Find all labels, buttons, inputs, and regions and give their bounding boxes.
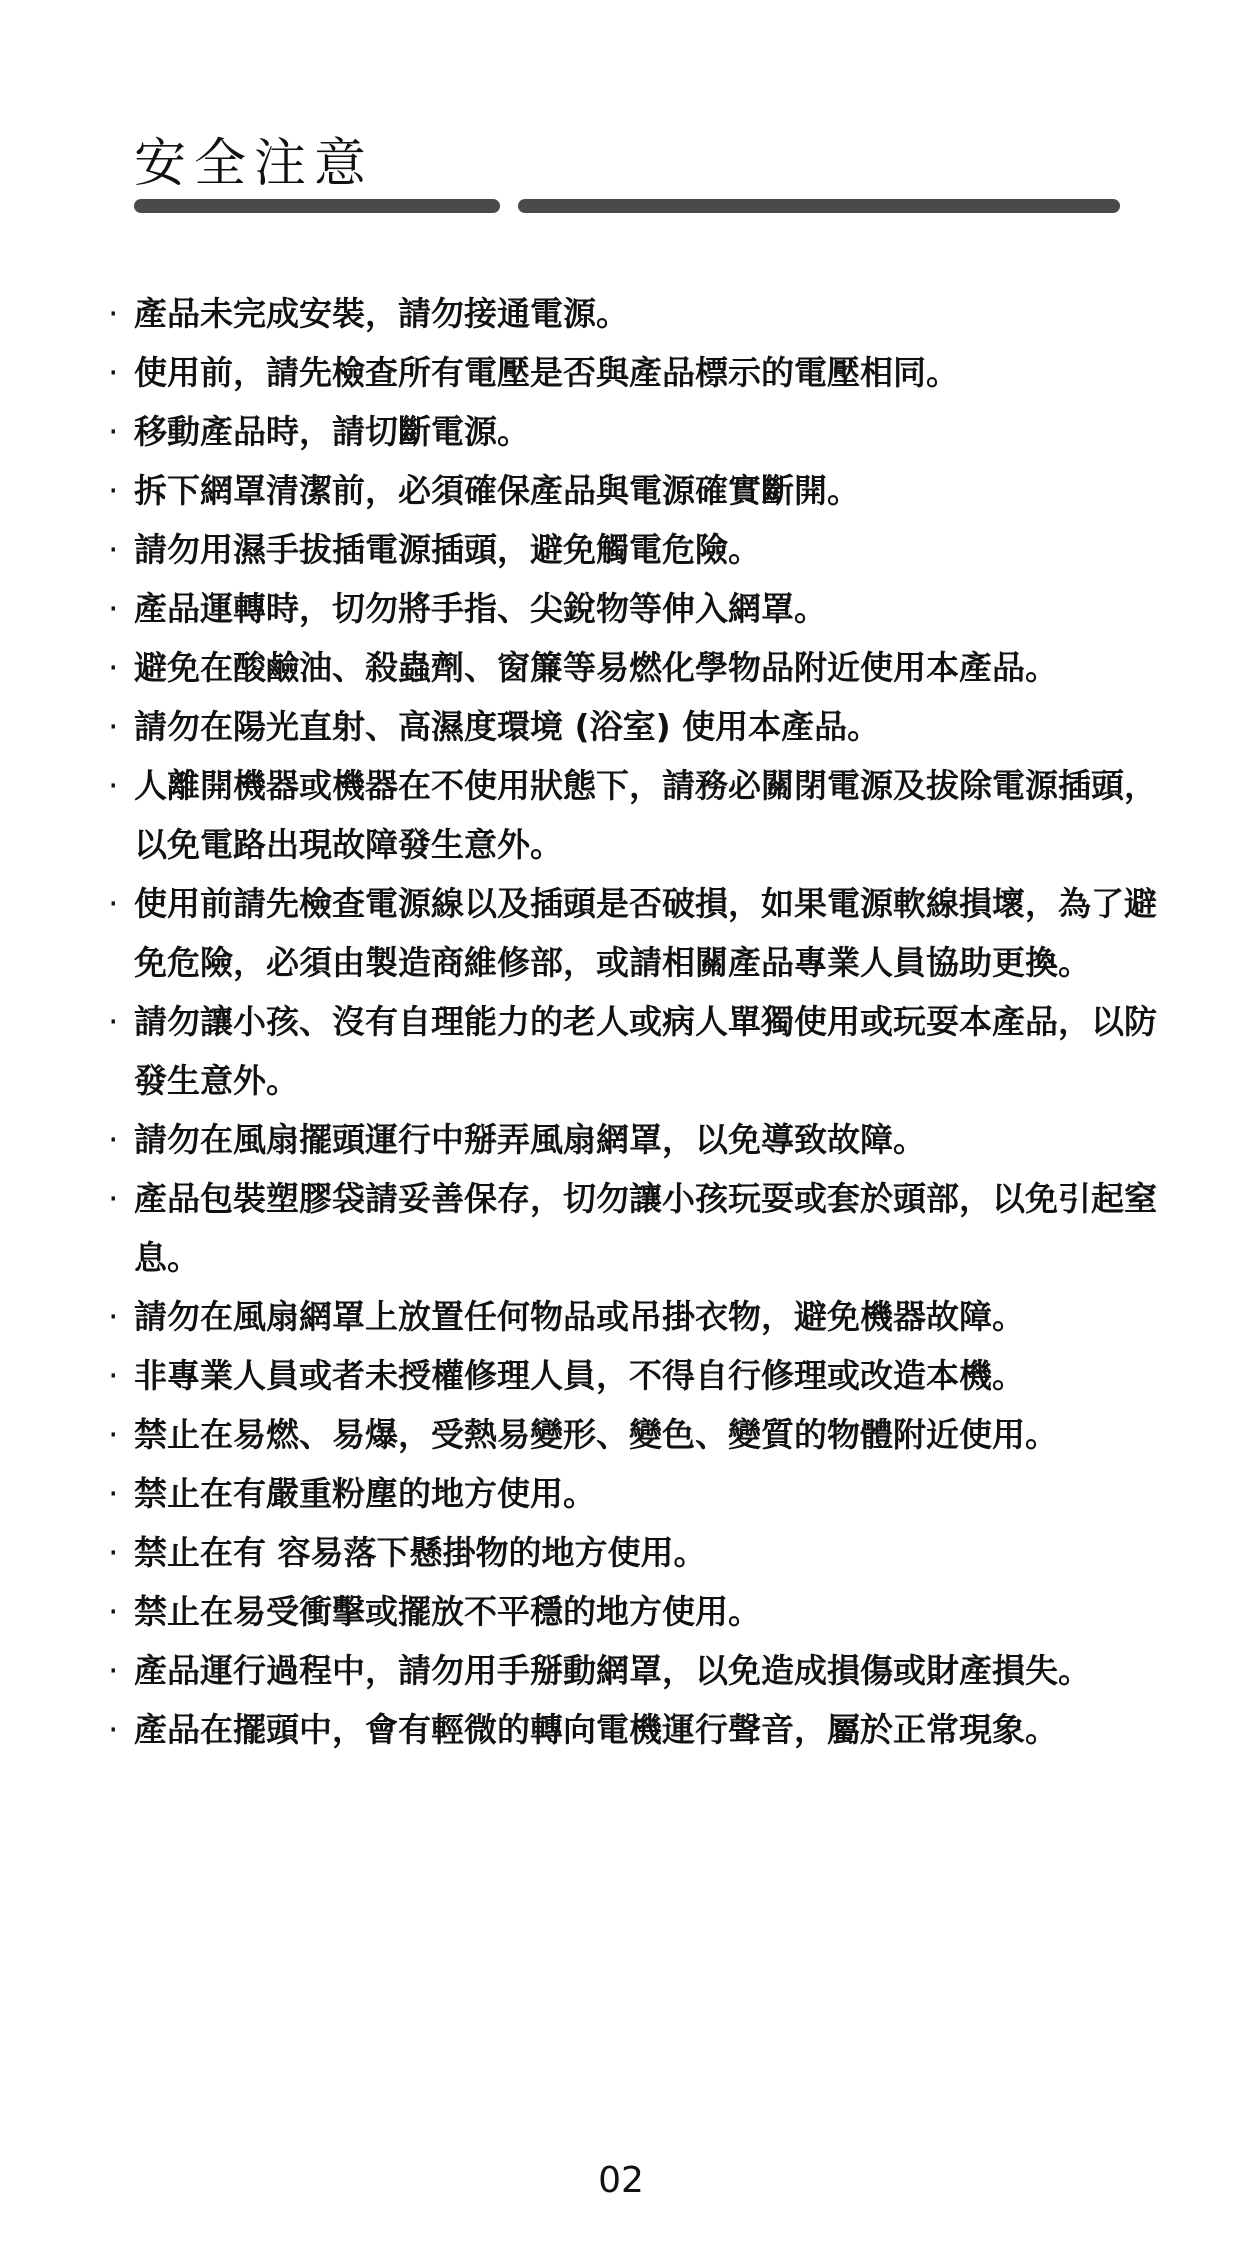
bullet: · (108, 1002, 119, 1041)
safety-note (108, 1641, 1188, 1700)
safety-note-text: 產品未完成安裝，請勿接通電源。 (134, 294, 629, 333)
safety-note (108, 874, 1188, 992)
safety-note-text: 移動產品時，請切斷電源。 (134, 412, 530, 451)
bullet: · (108, 1120, 119, 1159)
safety-note (108, 520, 1188, 579)
safety-note-text: 請勿在風扇擺頭運行中掰弄風扇網罩，以免導致故障。 (134, 1120, 926, 1159)
bullet: · (108, 1592, 119, 1631)
safety-note (108, 402, 1188, 461)
safety-note-text: 請勿在風扇網罩上放置任何物品或吊掛衣物，避免機器故障。 (134, 1297, 1025, 1336)
safety-note (108, 579, 1188, 638)
safety-note (108, 992, 1188, 1110)
bullet: · (108, 1710, 119, 1749)
safety-note-text: 產品運轉時，切勿將手指、尖銳物等伸入網罩。 (134, 589, 827, 628)
safety-note-text: 請勿讓小孩、沒有自理能力的老人或病人單獨使用或玩耍本產品，以防發生意外。 (134, 1002, 1157, 1100)
safety-note (108, 1169, 1188, 1287)
safety-note (108, 697, 1188, 756)
title-underline-left (134, 199, 500, 213)
safety-note-text: 禁止在有嚴重粉塵的地方使用。 (134, 1474, 596, 1513)
safety-note (108, 1110, 1188, 1169)
bullet: · (108, 1533, 119, 1572)
bullet: · (108, 1415, 119, 1454)
safety-note (108, 461, 1188, 520)
safety-note-text: 產品包裝塑膠袋請妥善保存，切勿讓小孩玩耍或套於頭部，以免引起窒息。 (134, 1179, 1157, 1277)
bullet: · (108, 353, 119, 392)
safety-note-text: 使用前請先檢查電源線以及插頭是否破損，如果電源軟線損壞，為了避免危險，必須由製造商維修部，或請相關產品專業人員協助更換。 (134, 884, 1157, 982)
bullet: · (108, 1356, 119, 1395)
safety-note (108, 1464, 1188, 1523)
bullet: · (108, 471, 119, 510)
title-underline-right (518, 199, 1120, 213)
bullet: · (108, 766, 119, 805)
safety-note-text: 產品運行過程中，請勿用手掰動網罩，以免造成損傷或財產損失。 (134, 1651, 1091, 1690)
safety-notes-list (108, 284, 1188, 1759)
safety-note (108, 343, 1188, 402)
bullet: · (108, 884, 119, 923)
page-number: 02 (598, 2160, 644, 2201)
bullet: · (108, 648, 119, 687)
safety-note (108, 638, 1188, 697)
bullet: · (108, 1474, 119, 1513)
safety-note (108, 1700, 1188, 1759)
bullet: · (108, 294, 119, 333)
bullet: · (108, 1651, 119, 1690)
bullet: · (108, 412, 119, 451)
safety-note (108, 1582, 1188, 1641)
bullet: · (108, 1297, 119, 1336)
safety-note (108, 284, 1188, 343)
safety-note-text: 請勿在陽光直射、高濕度環境 (浴室) 使用本產品。 (134, 707, 881, 746)
safety-note-text: 避免在酸鹼油、殺蟲劑、窗簾等易燃化學物品附近使用本產品。 (134, 648, 1058, 687)
safety-note (108, 1346, 1188, 1405)
safety-note (108, 1287, 1188, 1346)
safety-note (108, 1405, 1188, 1464)
page-title: 安全注意 (134, 134, 375, 194)
bullet: · (108, 530, 119, 569)
safety-note-text: 禁止在易受衝擊或擺放不平穩的地方使用。 (134, 1592, 761, 1631)
safety-note-text: 禁止在易燃、易爆，受熱易變形、變色、變質的物體附近使用。 (134, 1415, 1058, 1454)
safety-note-text: 拆下網罩清潔前，必須確保產品與電源確實斷開。 (134, 471, 860, 510)
bullet: · (108, 589, 119, 628)
safety-note-text: 產品在擺頭中，會有輕微的轉向電機運行聲音，屬於正常現象。 (134, 1710, 1058, 1749)
safety-note-text: 人離開機器或機器在不使用狀態下，請務必關閉電源及拔除電源插頭，以免電路出現故障發生意外。 (134, 766, 1157, 864)
safety-note-text: 請勿用濕手拔插電源插頭，避免觸電危險。 (134, 530, 761, 569)
bullet: · (108, 707, 119, 746)
safety-note (108, 1523, 1188, 1582)
safety-note-text: 使用前，請先檢查所有電壓是否與產品標示的電壓相同。 (134, 353, 959, 392)
safety-note (108, 756, 1188, 874)
safety-note-text: 非專業人員或者未授權修理人員，不得自行修理或改造本機。 (134, 1356, 1025, 1395)
bullet: · (108, 1179, 119, 1218)
safety-note-text: 禁止在有 容易落下懸掛物的地方使用。 (134, 1533, 707, 1572)
